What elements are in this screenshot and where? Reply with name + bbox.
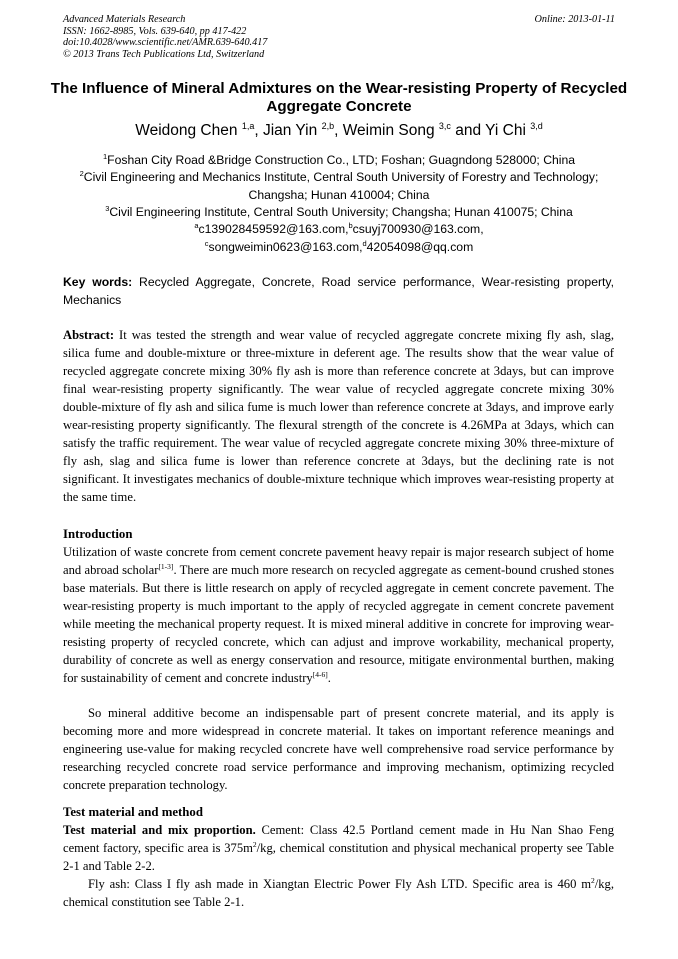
email-line — [58, 239, 620, 257]
journal-doi: doi:10.4028/www.scientific.net/AMR.639-640.417 — [63, 37, 268, 49]
affiliation-mark: 2 — [79, 169, 84, 178]
author-affiliation-mark: 3,d — [530, 121, 543, 131]
affiliation-mark: 1 — [102, 152, 108, 161]
paragraph-text: Fly ash: Class I fly ash made in Xiangtan Electric Power Fly Ash LTD. Specific area is 460 m — [88, 877, 591, 891]
test-material-paragraph — [63, 821, 614, 875]
author-affiliation-mark: 2,b — [321, 121, 335, 131]
abstract — [63, 326, 614, 506]
author-list: Weidong Chen $^{1,a}$, Jian Yin $^{2,b}$, Weimin Song $^{3,c}$ and Yi Chi $^{3,d}$ — [135, 121, 543, 139]
paragraph-text: . — [327, 671, 331, 685]
introduction-paragraph: So mineral additive become an indispensable part of present concrete material, and its apply is becoming more and more widespread in concrete material. It takes on important reference meanings and engineering use-value for making recycled concrete have well comprehensive road service performance by researching recycled concrete road service performance and improving mechanism, optimizing recycled concrete preparation technology. — [63, 706, 614, 792]
section-heading-test-material: Test material and method — [63, 805, 203, 819]
paper-title: The Influence of Mineral Admixtures on the Wear-resisting Property of Recycled Aggregate Concrete — [50, 80, 628, 115]
paragraph-text: /kg, chemical constitution see Table 2-1. — [63, 877, 614, 909]
email-mark: c — [204, 239, 209, 248]
author-name: Weidong Chen — [135, 122, 238, 139]
author-conjunction: and — [455, 122, 482, 139]
superscript: 2 — [252, 840, 257, 849]
section-heading-introduction: Introduction — [63, 527, 133, 541]
affiliation — [58, 204, 620, 222]
affiliation — [58, 152, 620, 170]
journal-copyright: © 2013 Trans Tech Publications Ltd, Switzerland — [63, 48, 265, 60]
journal-header — [63, 14, 615, 60]
paragraph-text: Cement: Class 42.5 Portland cement made in Hu Nan Shao Feng cement factory, specific area is 375m — [63, 823, 614, 855]
abstract-label: Abstract: — [63, 328, 115, 342]
email-mark: d — [362, 239, 367, 248]
email-link[interactable]: 42054098@qq.com — [366, 240, 474, 254]
keywords-label: Key words: — [63, 275, 133, 289]
affiliation-text: Civil Engineering and Mechanics Institute, Central South University of Forestry and Technology; Changsha; Hunan 410004; China — [83, 170, 599, 202]
superscript: 2 — [591, 876, 595, 885]
journal-name: Advanced Materials Research — [63, 14, 186, 25]
email-link[interactable]: csuyj700930@163.com, — [352, 222, 484, 236]
introduction-paragraph — [63, 543, 614, 687]
affiliation — [58, 169, 620, 204]
paragraph-text: . There are much more research on recycled aggregate as cement-bound crushed stones base materials. But there is little research on apply of recycled aggregate in cement concrete pavement. The wear-resisting property is much important to the apply of recycled aggregate in cement concrete pavement while meeting the mechanical property request. It is mixed mineral additive in concrete for improving wear-resisting property of recycled concrete, which can adjust and improve workability, mechanical property, durability of concrete as well as energy conservation and resource, mitigate environmental burthen, making for sustainability of cement and concrete industry — [63, 563, 614, 685]
keywords — [63, 273, 614, 309]
author-affiliation-mark: 3,c — [438, 121, 451, 131]
affiliation-text: Foshan City Road &Bridge Construction Co., LTD; Foshan; Guagndong 528000; China — [107, 153, 576, 167]
author-name: Jian Yin — [262, 122, 318, 139]
online-date: Online: 2013-01-11 — [534, 14, 615, 25]
test-material-paragraph — [63, 875, 614, 911]
author-name: Yi Chi — [485, 122, 526, 139]
abstract-text: It was tested the strength and wear value of recycled aggregate concrete mixing fly ash, slag, silica fume and double-mixture or three-mixture in deferent age. The results show that the wear value of recycled aggregate concrete mixing 30% fly ash is more than reference concrete at 3days, but can improve final wear-resisting property significantly. The wear value of recycled aggregate concrete mixing 30% double-mixture of fly ash and silica fume is much lower than reference concrete at 3days, and improve early wear-resisting property significantly. The flexural strength of the concrete is 4.26MPa at 3days, which can satisfy the traffic requirement. The wear value of recycled aggregate concrete mixing 30% three-mixture of fly ash, slag and silica fume is lower than reference concrete at 3days, but the declining rate is not significant. It investigates mechanics of double-mixture technique which improves wear-resisting property at the same time. — [63, 328, 614, 504]
citation-link[interactable]: [4-6] — [312, 670, 328, 679]
author-name: Weimin Song — [342, 122, 435, 139]
email-mark: b — [348, 221, 353, 230]
affiliation-text: Civil Engineering Institute, Central South University; Changsha; Hunan 410075; China — [109, 205, 573, 219]
journal-issn: ISSN: 1662-8985, Vols. 639-640, pp 417-422 — [63, 25, 247, 37]
citation-link[interactable]: [1-3] — [158, 562, 174, 571]
keywords-text: Recycled Aggregate, Concrete, Road service performance, Wear-resisting property, Mechanics — [63, 275, 614, 307]
email-mark: a — [194, 221, 199, 230]
email-link[interactable]: c139028459592@163.com, — [198, 222, 349, 236]
email-link[interactable]: songweimin0623@163.com, — [208, 240, 363, 254]
paragraph-text: Utilization of waste concrete from cement concrete pavement heavy repair is major research subject of home and abroad scholar — [63, 545, 614, 577]
paragraph-text: /kg, chemical constitution and physical mechanical property see Table 2-1 and Table 2-2. — [63, 841, 614, 873]
subsection-heading: Test material and mix proportion. — [63, 823, 256, 837]
author-affiliation-mark: 1,a — [241, 121, 255, 131]
email-line — [58, 221, 620, 239]
affiliation-mark: 3 — [105, 204, 110, 213]
